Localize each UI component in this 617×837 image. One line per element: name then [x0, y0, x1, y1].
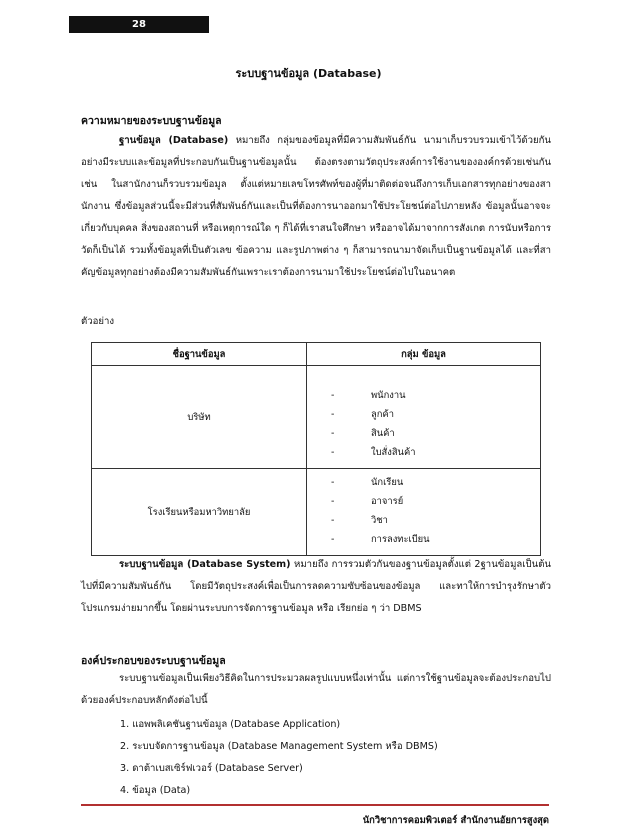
list-item: 2. ระบบจัดการฐานข้อมูล (Database Management System หรือ DBMS) — [120, 741, 438, 752]
list-item: - ลูกค้า — [331, 409, 394, 420]
list-item: - อาจารย์ — [331, 496, 404, 507]
term-database-system: ระบบฐานข้อมูล (Database System) — [119, 559, 291, 570]
list-item: 1. แอพพลิเคชันฐานข้อมูล (Database Application) — [120, 719, 341, 730]
footer-divider — [81, 804, 549, 806]
list-item: 4. ข้อมูล (Data) — [120, 785, 191, 796]
footer-text: นักวิชาการคอมพิวเตอร์ สำนักงานอัยการสูงสุด — [362, 815, 549, 826]
definition-body: หมายถึง กลุ่มของข้อมูลที่มีความสัมพันธ์กัน นามาเก็บรวบรวมเข้าไว้ด้วยกันอย่างมีระบบและข้อมูลที่ประกอบกันเป็นฐานข้อมูลนั้น ต้องตรงตามวัตถุประสงค์การใช้งานขององค์กรด้วยเช่นกัน เช่น ในสานักงานก็รวบรวมข้อมูล ตั้งแต่หมายเลขโทรศัพท์ของผู้ที่มาติดต่อจนถึงการเก็บเอกสารทุกอย่างของสานักงาน ซึ่งข้อมูลส่วนนี้จะมีส่วนที่สัมพันธ์กันและเป็นที่ต้องการนาออกมาใช้ประโยชน์ต่อไปภายหลัง ข้อมูลนั้นอาจจะเกี่ยวกับบุคคล สิ่งของสถานที่ หรือเหตุการณ์ใด ๆ ก็ได้ที่เราสนใจศึกษา หรืออาจได้มาจากการสังเกต การนับหรือการวัดก็เป็นได้ รวมทั้งข้อมูลที่เป็นตัวเลข ข้อความ และรูปภาพต่าง ๆ ก็สามารถนามาจัดเก็บเป็นฐานข้อมูลได้ และที่สาคัญข้อมูลทุกอย่างต้องมีความสัมพันธ์กันเพราะเราต้องการนามาใช้ประโยชน์ต่อไปในอนาคต — [81, 135, 551, 278]
database-system-paragraph — [81, 554, 551, 620]
components-paragraph — [81, 668, 551, 712]
table-cell-items — [307, 366, 541, 469]
definition-paragraph — [81, 130, 551, 284]
term-database: ฐานข้อมูล (Database) — [119, 135, 229, 146]
table-row — [92, 469, 541, 556]
table-cell-name: บริษัท — [92, 366, 307, 469]
components-list — [120, 714, 438, 802]
page-title: ระบบฐานข้อมูล (Database) — [235, 67, 382, 80]
database-example-table — [91, 342, 541, 556]
list-item: - สินค้า — [331, 428, 395, 439]
table-cell-name: โรงเรียนหรือมหาวิทยาลัย — [92, 469, 307, 556]
database-system-body: หมายถึง การรวมตัวกันของฐานข้อมูลตั้งแต่ 2ฐานข้อมูลเป็นต้นไปที่มีความสัมพันธ์กัน โดยมีวัตถุประสงค์เพื่อเป็นการลดความซับซ้อนของข้อมูล และทาให้การบำรุงรักษาตัวโปรแกรมง่ายมากขึ้น โดยผ่านระบบการจัดการฐานข้อมูล หรือ เรียกย่อ ๆ ว่า DBMS — [81, 559, 551, 614]
example-label: ตัวอย่าง — [81, 316, 115, 327]
table-row — [92, 366, 541, 469]
table-cell-items — [307, 469, 541, 556]
components-body: ระบบฐานข้อมูลเป็นเพียงวิธีคิดในการประมวลผลรูปแบบหนึ่งเท่านั้น แต่การใช้ฐานข้อมูลจะต้องประกอบไปด้วยองค์ประกอบหลักดังต่อไปนี้ — [81, 673, 551, 706]
section-heading-components: องค์ประกอบของระบบฐานข้อมูล — [81, 655, 226, 667]
list-item: - นักเรียน — [331, 477, 404, 488]
table-header-name: ชื่อฐานข้อมูล — [92, 343, 307, 366]
table-header-group: กลุ่ม ข้อมูล — [307, 343, 541, 366]
page-number: 28 — [69, 16, 209, 33]
table-header-row — [92, 343, 541, 366]
list-item: - ใบสั่งสินค้า — [331, 447, 416, 458]
list-item: - วิชา — [331, 515, 388, 526]
section-heading-definition: ความหมายของระบบฐานข้อมูล — [81, 115, 222, 127]
list-item: - การลงทะเบียน — [331, 534, 430, 545]
list-item: 3. ดาต้าเบสเซิร์ฟเวอร์ (Database Server) — [120, 763, 303, 774]
list-item: - พนักงาน — [331, 390, 406, 401]
